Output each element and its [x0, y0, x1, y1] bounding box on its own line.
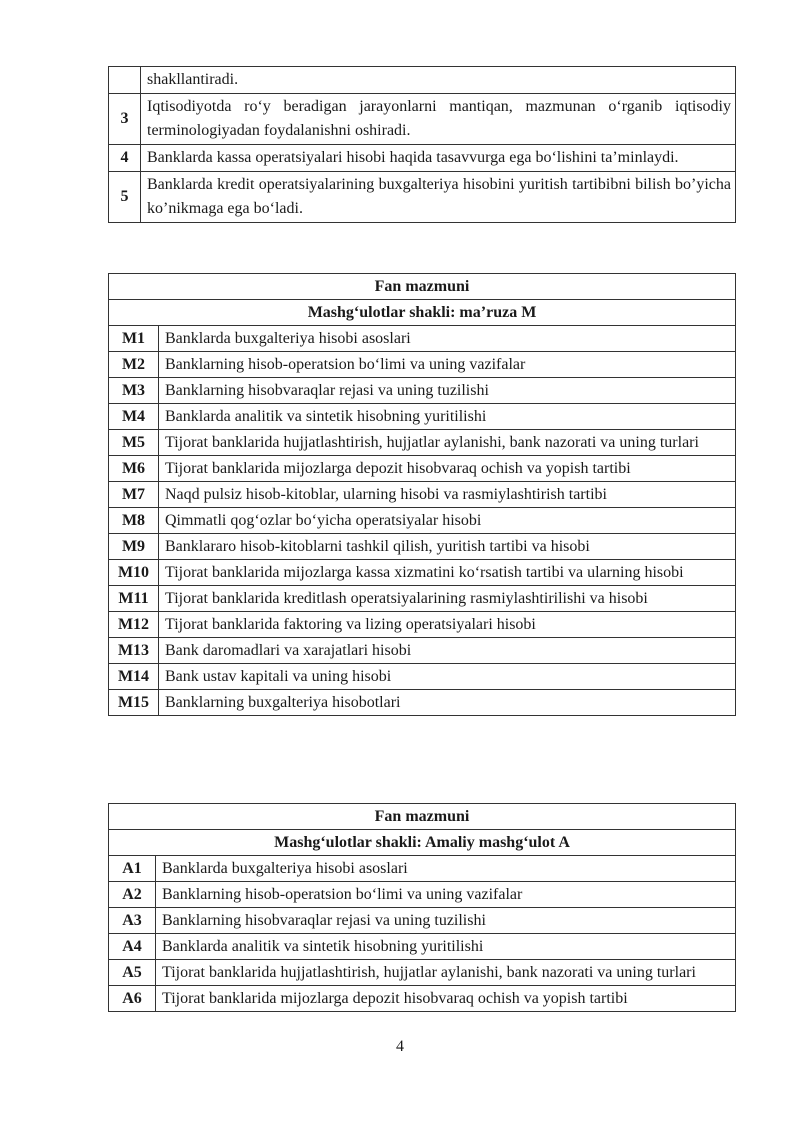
row-text: Banklarda kassa operatsiyalari hisobi haqida tasavvurga ega bo‘lishini ta’minlaydi.: [141, 145, 736, 172]
table-title: Fan mazmuni: [109, 804, 736, 830]
practical-content-table: [108, 803, 736, 1012]
lecture-row: [109, 638, 736, 664]
lecture-row: [109, 482, 736, 508]
row-text: Bank ustav kapitali va uning hisobi: [159, 664, 736, 690]
row-text: shakllantiradi.: [141, 67, 736, 94]
row-number: M5: [109, 430, 159, 456]
row-number: M9: [109, 534, 159, 560]
row-number: A6: [109, 986, 156, 1012]
lecture-row: [109, 612, 736, 638]
lecture-row: [109, 404, 736, 430]
learning-outcomes-table: [108, 66, 736, 223]
lecture-row: [109, 456, 736, 482]
row-number: M6: [109, 456, 159, 482]
row-number: M4: [109, 404, 159, 430]
row-number: M3: [109, 378, 159, 404]
row-text: Iqtisodiyotda ro‘y beradigan jarayonlarni mantiqan, mazmunan o‘rganib iqtisodiy terminologiyadan foydalanishni oshiradi.: [141, 94, 736, 145]
table-subtitle-row: [109, 830, 736, 856]
row-text: Tijorat banklarida faktoring va lizing operatsiyalari hisobi: [159, 612, 736, 638]
row-number: M15: [109, 690, 159, 716]
table-title-row: [109, 804, 736, 830]
row-number: M14: [109, 664, 159, 690]
outcome-row: [109, 145, 736, 172]
row-number: A1: [109, 856, 156, 882]
row-text: Banklarda buxgalteriya hisobi asoslari: [156, 856, 736, 882]
row-number: M1: [109, 326, 159, 352]
lecture-row: [109, 352, 736, 378]
table-subtitle: Mashg‘ulotlar shakli: ma’ruza M: [109, 300, 736, 326]
row-number: M10: [109, 560, 159, 586]
row-text: Naqd pulsiz hisob-kitoblar, ularning hisobi va rasmiylashtirish tartibi: [159, 482, 736, 508]
row-number: M12: [109, 612, 159, 638]
row-number: M7: [109, 482, 159, 508]
row-text: Banklarda analitik va sintetik hisobning yuritilishi: [156, 934, 736, 960]
row-text: Tijorat banklarida hujjatlashtirish, hujjatlar aylanishi, bank nazorati va uning turlari: [159, 430, 736, 456]
practical-row: [109, 856, 736, 882]
lecture-content-table: [108, 273, 736, 716]
page-number: 4: [396, 1038, 404, 1055]
lecture-row: [109, 664, 736, 690]
row-text: Tijorat banklarida mijozlarga depozit hisobvaraq ochish va yopish tartibi: [159, 456, 736, 482]
row-text: Banklararo hisob-kitoblarni tashkil qilish, yuritish tartibi va hisobi: [159, 534, 736, 560]
table-title-row: [109, 274, 736, 300]
row-text: Banklarning hisobvaraqlar rejasi va uning tuzilishi: [156, 908, 736, 934]
row-text: Tijorat banklarida mijozlarga kassa xizmatini ko‘rsatish tartibi va ularning hisobi: [159, 560, 736, 586]
row-text: Tijorat banklarida mijozlarga depozit hisobvaraq ochish va yopish tartibi: [156, 986, 736, 1012]
lecture-row: [109, 378, 736, 404]
row-text: Tijorat banklarida hujjatlashtirish, hujjatlar aylanishi, bank nazorati va uning turlari: [156, 960, 736, 986]
lecture-row: [109, 508, 736, 534]
row-number: 4: [109, 145, 141, 172]
practical-row: [109, 908, 736, 934]
row-text: Qimmatli qog‘ozlar bo‘yicha operatsiyalar hisobi: [159, 508, 736, 534]
row-number: [109, 67, 141, 94]
row-number: M11: [109, 586, 159, 612]
row-number: A4: [109, 934, 156, 960]
practical-row: [109, 986, 736, 1012]
row-text: Banklarning hisobvaraqlar rejasi va uning tuzilishi: [159, 378, 736, 404]
row-text: Banklarda buxgalteriya hisobi asoslari: [159, 326, 736, 352]
row-text: Bank daromadlari va xarajatlari hisobi: [159, 638, 736, 664]
row-number: A3: [109, 908, 156, 934]
lecture-row: [109, 326, 736, 352]
row-number: 3: [109, 94, 141, 145]
table-subtitle: Mashg‘ulotlar shakli: Amaliy mashg‘ulot A: [109, 830, 736, 856]
lecture-row: [109, 690, 736, 716]
lecture-row: [109, 430, 736, 456]
row-text: Banklarning hisob-operatsion bo‘limi va uning vazifalar: [159, 352, 736, 378]
row-text: Banklarning hisob-operatsion bo‘limi va uning vazifalar: [156, 882, 736, 908]
row-number: A2: [109, 882, 156, 908]
table-title: Fan mazmuni: [109, 274, 736, 300]
row-number: M13: [109, 638, 159, 664]
outcome-row: [109, 67, 736, 94]
practical-row: [109, 882, 736, 908]
lecture-row: [109, 560, 736, 586]
lecture-row: [109, 586, 736, 612]
row-text: Banklarda kredit operatsiyalarining buxgalteriya hisobini yuritish tartibibni bilish bo’yicha ko’nikmaga ega bo‘ladi.: [141, 172, 736, 223]
row-text: Banklarning buxgalteriya hisobotlari: [159, 690, 736, 716]
row-number: M2: [109, 352, 159, 378]
practical-row: [109, 960, 736, 986]
row-number: M8: [109, 508, 159, 534]
row-text: Tijorat banklarida kreditlash operatsiyalarining rasmiylashtirilishi va hisobi: [159, 586, 736, 612]
table-subtitle-row: [109, 300, 736, 326]
row-number: A5: [109, 960, 156, 986]
outcome-row: [109, 172, 736, 223]
row-number: 5: [109, 172, 141, 223]
practical-row: [109, 934, 736, 960]
lecture-row: [109, 534, 736, 560]
row-text: Banklarda analitik va sintetik hisobning yuritilishi: [159, 404, 736, 430]
outcome-row: [109, 94, 736, 145]
